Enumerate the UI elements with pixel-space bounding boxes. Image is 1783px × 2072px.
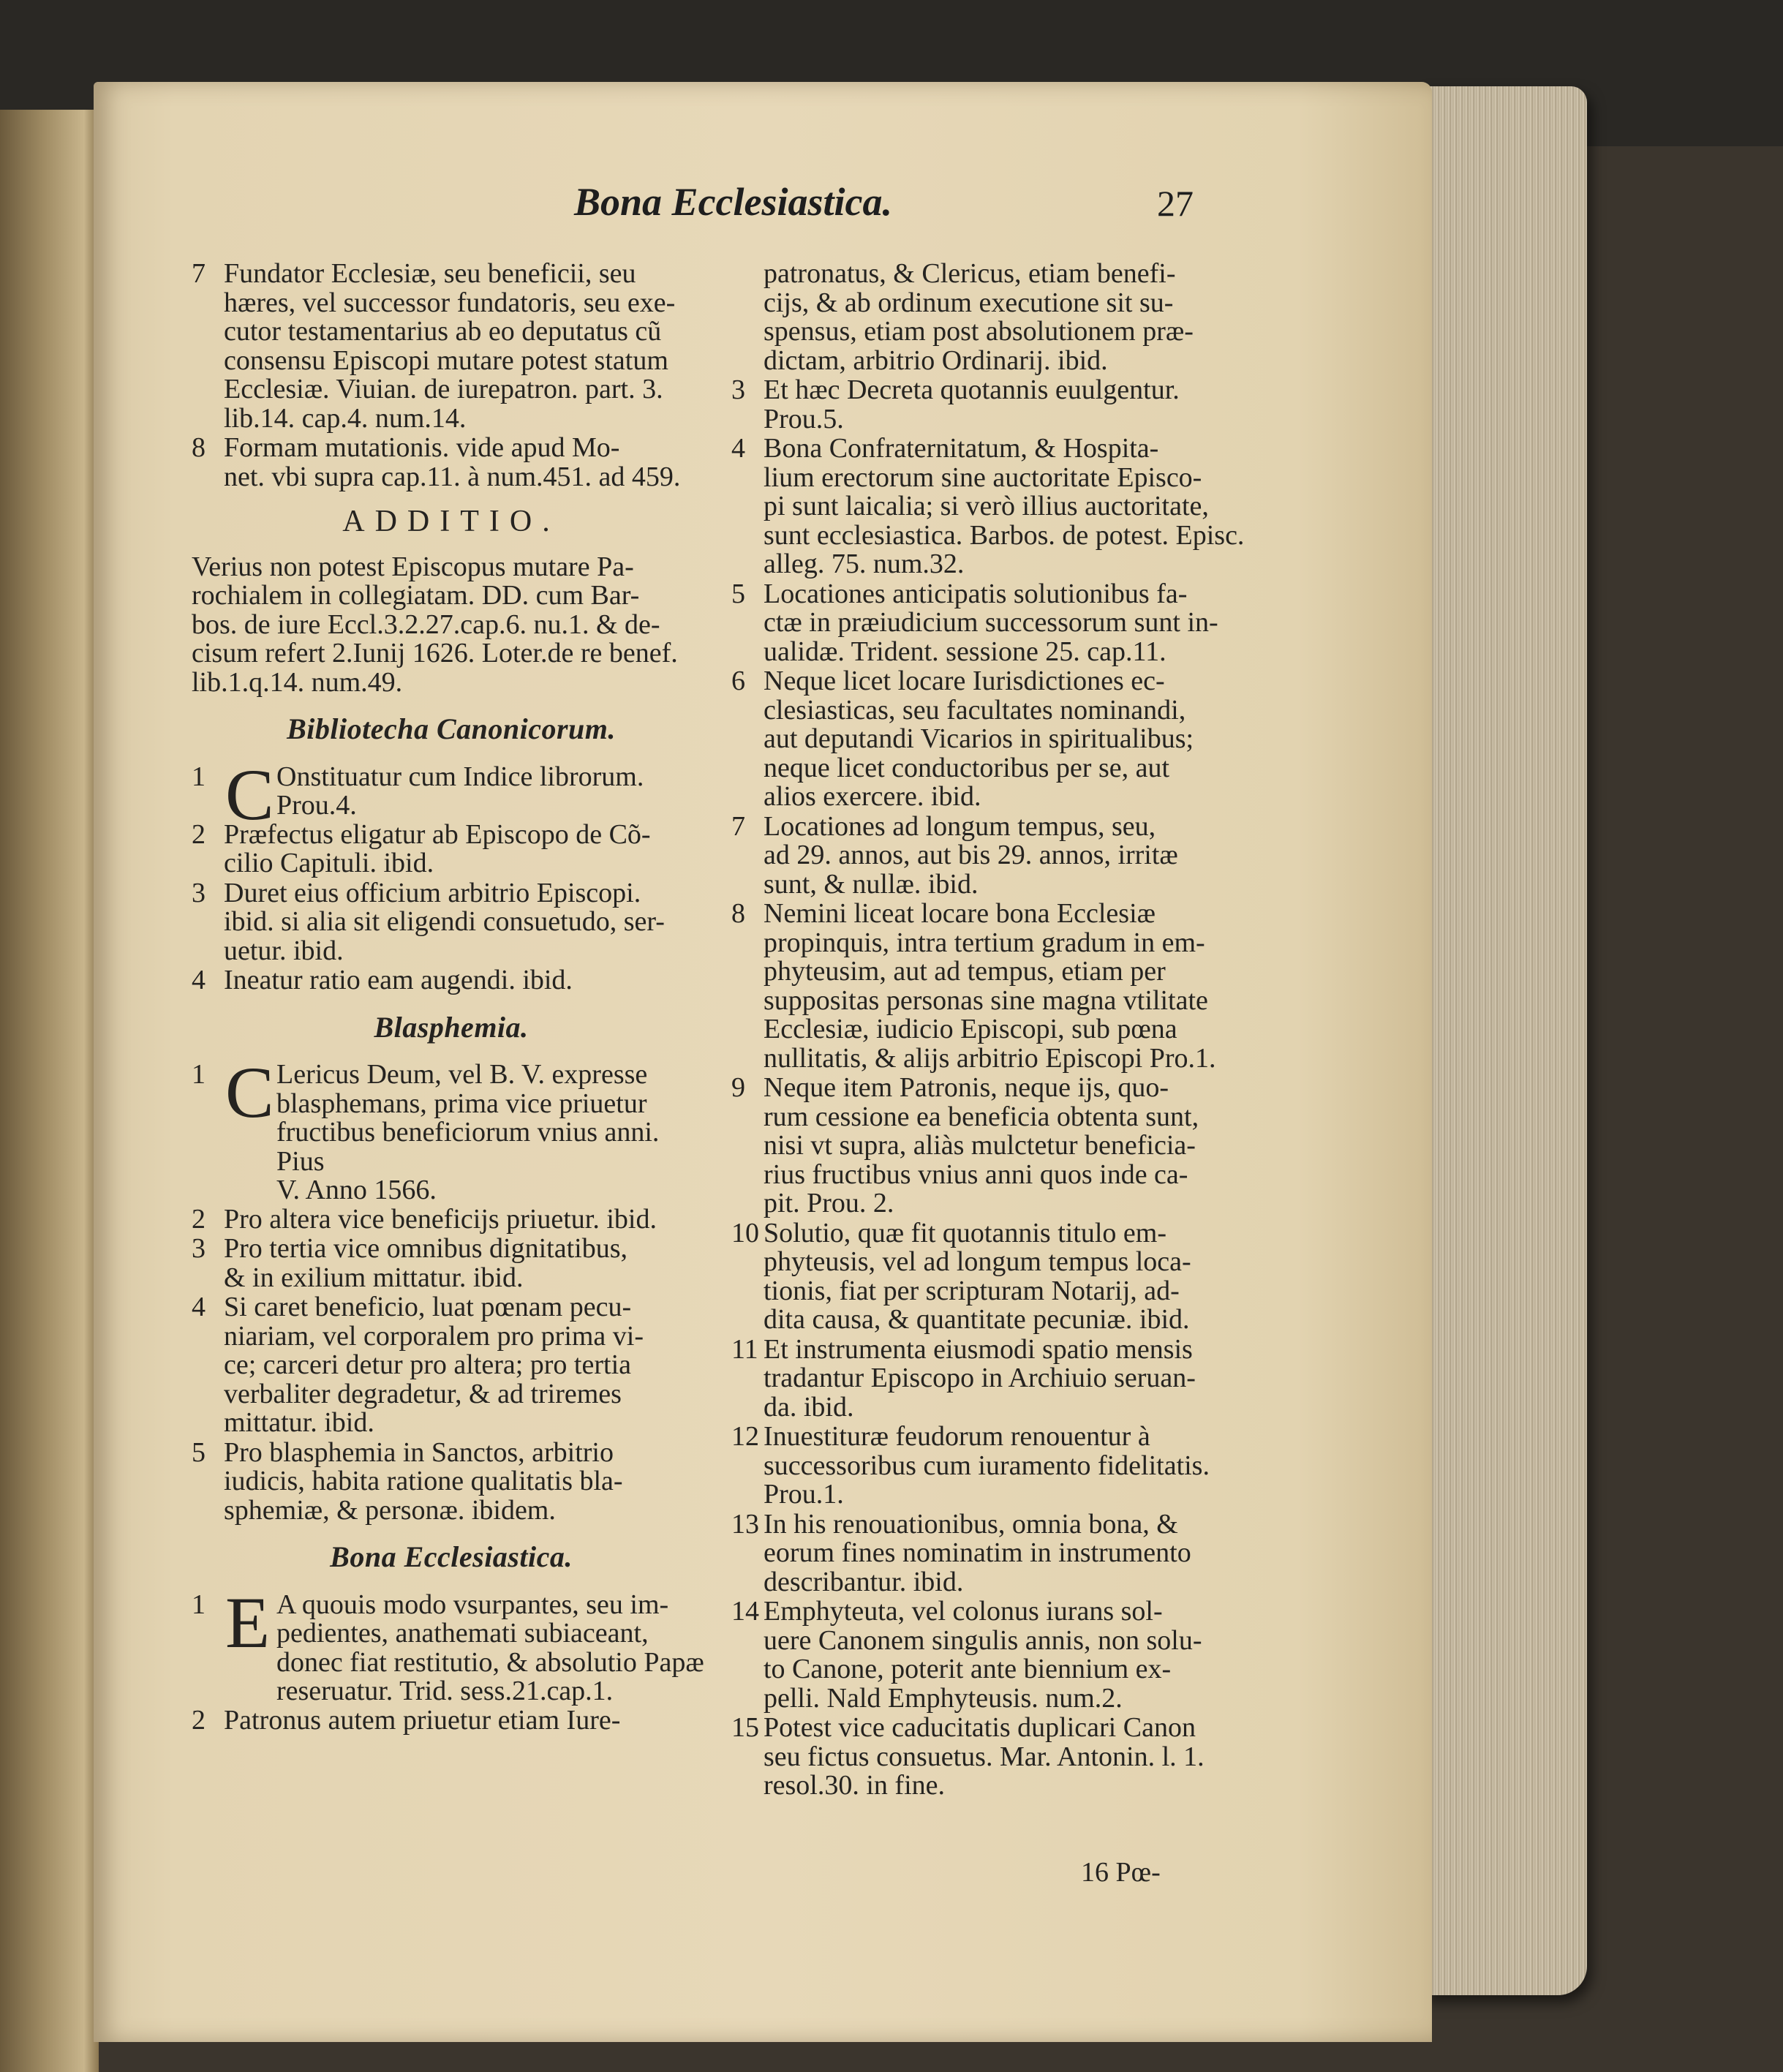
list-item	[731, 580, 1258, 667]
drop-cap: E	[225, 1581, 271, 1663]
item-number: 5	[731, 578, 745, 609]
item-text: Inuestituræ feudorum renouentur à successoribus cum iuramento fidelitatis. Prou.1.	[764, 1421, 1210, 1510]
list-item	[192, 1581, 711, 1706]
item-text: patronatus, & Clericus, etiam benefi- cijs, & ab ordinum executione sit su- spensus, etiam post absolutionem præ- dictam, arbitrio Ordinarij. ibid.	[764, 258, 1194, 376]
list-item	[731, 1219, 1258, 1335]
item-text: In his renouationibus, omnia bona, & eorum fines nominatim in instrumento describantur. ibid.	[764, 1508, 1191, 1597]
item-first-line: Onstituatur cum Indice librorum.	[276, 761, 644, 792]
item-number: 8	[192, 432, 206, 463]
list-item	[192, 879, 711, 966]
item-text: Prou.4.	[276, 790, 357, 821]
list-item	[731, 667, 1258, 812]
item-number: 12	[731, 1421, 759, 1452]
item-text: Solutio, quæ fit quotannis titulo em- phyteusis, vel ad longum tempus loca- tionis, fiat per scripturam Notarij, ad- dita causa, & quantitate pecuniæ. ibid.	[764, 1217, 1191, 1335]
item-text: Pro tertia vice omnibus dignitatibus, & in exilium mittatur. ibid.	[224, 1233, 627, 1293]
item-text: Locationes ad longum tempus, seu, ad 29. annos, aut bis 29. annos, irritæ sunt, & nullæ. ibid.	[764, 810, 1178, 900]
addition-heading: ADDITIO.	[342, 505, 560, 538]
item-number: 3	[192, 877, 206, 908]
item-number: 13	[731, 1508, 759, 1540]
list-item	[192, 1436, 711, 1526]
list-item	[192, 1293, 711, 1438]
list-item	[731, 434, 1258, 579]
item-text: Bona Confraternitatum, & Hospita- lium erectorum sine auctoritate Episco- pi sunt laicalia; si verò illius auctoritate, sunt ecclesiastica. Barbos. de potest. Episc. alleg. 75. num.32.	[764, 433, 1245, 579]
item-number: 3	[731, 374, 745, 405]
catchword: 16 Pœ-	[1081, 1857, 1161, 1888]
list-item	[192, 260, 711, 433]
item-text: Et instrumenta eiusmodi spatio mensis tradantur Episcopo in Archiuio seruan- da. ibid.	[764, 1333, 1196, 1423]
running-title: Bona Ecclesiastica.	[574, 180, 892, 224]
item-text: Potest vice caducitatis duplicari Canon seu fictus consuetus. Mar. Antonin. l. 1. resol.30. in fine.	[764, 1712, 1205, 1801]
item-number: 6	[731, 666, 745, 696]
list-item	[192, 1052, 711, 1205]
item-text: Locationes anticipatis solutionibus fa- ctæ in præiudicium successorum sunt in- ualidæ. Trident. sessione 25. cap.11.	[764, 578, 1218, 667]
item-first-line: Lericus Deum, vel B. V. expresse	[276, 1059, 648, 1090]
item-text: Nemini liceat locare bona Ecclesiæ propinquis, intra tertium gradum in em- phyteusim, aut ad tempus, etiam per suppositas personas sine magna vtilitate Ecclesiæ, iudicio Episcopi, sub pœna nullitatis, & alijs arbitrio Episcopi Pro.1.	[764, 898, 1216, 1074]
item-text: pedientes, anathemati subiaceant, donec fiat restitutio, & absolutio Papæ reseruatur. Trid. sess.21.cap.1.	[276, 1618, 704, 1706]
list-item	[192, 966, 711, 995]
item-number: 11	[731, 1333, 758, 1365]
item-number: 1	[192, 1589, 206, 1620]
item-text: Et hæc Decreta quotannis euulgentur. Prou.5.	[764, 374, 1180, 434]
item-number: 2	[192, 1203, 206, 1235]
list-item	[192, 818, 711, 878]
item-number: 10	[731, 1217, 759, 1248]
drop-cap: C	[225, 753, 274, 835]
item-number: 7	[731, 810, 745, 842]
list-item	[192, 434, 711, 491]
list-item	[192, 1235, 711, 1292]
item-number: 14	[731, 1596, 759, 1627]
section-heading-bibliotecha: Bibliotecha Canonicorum.	[287, 712, 616, 745]
list-item	[192, 1205, 711, 1235]
item-text: Neque item Patronis, neque ijs, quo- rum cessione ea beneficia obtenta sunt, nisi vt supra, aliàs mulctetur beneficia- rius fructibus vnius anni quos inde ca- pit. Prou. 2.	[764, 1072, 1199, 1218]
list-item	[731, 376, 1258, 434]
addition-text: Verius non potest Episcopus mutare Pa- rochialem in collegiatam. DD. cum Bar- bos. de iure Eccl.3.2.27.cap.6. nu.1. & de- cisum refert 2.Iunij 1626. Loter.de re benef. lib.1.q.14. num.49.	[192, 551, 678, 698]
left-column	[192, 260, 711, 1736]
page-header	[0, 179, 1783, 238]
item-number: 5	[192, 1436, 206, 1468]
right-column	[731, 260, 1258, 1801]
item-number: 15	[731, 1712, 759, 1743]
item-text: blasphemans, prima vice priuetur fructibus beneficiorum vnius anni. Pius V. Anno 1566.	[276, 1088, 660, 1205]
item-text: Pro altera vice beneficijs priuetur. ibid.	[224, 1203, 657, 1235]
item-text: Ineatur ratio eam augendi. ibid.	[224, 965, 573, 995]
item-text: Neque licet locare Iurisdictiones ec- clesiasticas, seu facultates nominandi, aut deputandi Vicarios in spiritualibus; neque licet conductoribus per se, aut alios exercere. ibid.	[764, 666, 1194, 812]
item-text: Si caret beneficio, luat pœnam pecu- niariam, vel corporalem pro prima vi- ce; carceri detur pro altera; pro tertia verbaliter degradetur, & ad triremes mittatur. ibid.	[224, 1292, 644, 1438]
item-number: 9	[731, 1072, 745, 1103]
item-number: 7	[192, 258, 206, 289]
item-number: 2	[192, 1704, 206, 1736]
list-item	[731, 1074, 1258, 1218]
list-item	[731, 900, 1258, 1073]
item-number: 8	[731, 898, 745, 929]
list-item	[731, 1423, 1258, 1510]
item-text: Emphyteuta, vel colonus iurans sol- uere Canonem singulis annis, non solu- to Canone, poterit ante biennium ex- pelli. Nald Emphyteusis. num.2.	[764, 1596, 1202, 1714]
item-number: 2	[192, 818, 206, 850]
list-item	[192, 753, 711, 835]
item-text: Patronus autem priuetur etiam Iure-	[224, 1704, 621, 1736]
item-text: Formam mutationis. vide apud Mo- net. vbi supra cap.11. à num.451. ad 459.	[224, 432, 681, 492]
item-number: 1	[192, 1059, 206, 1090]
page-block-edges	[1422, 86, 1587, 1995]
drop-cap: C	[225, 1052, 274, 1133]
list-item	[192, 1706, 711, 1736]
list-item	[731, 1333, 1258, 1423]
item-first-line: A quouis modo vsurpantes, seu im-	[276, 1589, 669, 1620]
list-item	[731, 810, 1258, 900]
left-page-edge	[0, 110, 99, 2072]
item-number: 3	[192, 1233, 206, 1264]
item-number: 4	[192, 965, 206, 995]
list-item	[731, 1714, 1258, 1801]
list-item	[731, 1597, 1258, 1713]
item-number: 4	[192, 1292, 206, 1322]
section-heading-blasphemia: Blasphemia.	[374, 1010, 529, 1044]
item-number: 1	[192, 761, 206, 792]
list-item	[731, 1510, 1258, 1597]
item-text: Duret eius officium arbitrio Episcopi. ibid. si alia sit eligendi consuetudo, ser- uetur. ibid.	[224, 877, 665, 966]
item-text: Pro blasphemia in Sanctos, arbitrio iudicis, habita ratione qualitatis bla- sphemiæ, & personæ. ibidem.	[224, 1436, 623, 1526]
item-text: Fundator Ecclesiæ, seu beneficii, seu hæres, vel successor fundatoris, seu exe- cutor testamentarius ab eo deputatus cũ consensu Episcopi mutare potest statum Ecclesiæ. Viuian. de iurepatron. part. 3. lib.14. cap.4. num.14.	[224, 258, 676, 434]
continuation-text	[731, 260, 1258, 375]
page-number: 27	[1157, 183, 1194, 224]
item-text: Præfectus eligatur ab Episcopo de Cõ- cilio Capituli. ibid.	[224, 818, 651, 878]
section-heading-bona-ecclesiastica: Bona Ecclesiastica.	[330, 1540, 573, 1573]
item-number: 4	[731, 433, 745, 464]
